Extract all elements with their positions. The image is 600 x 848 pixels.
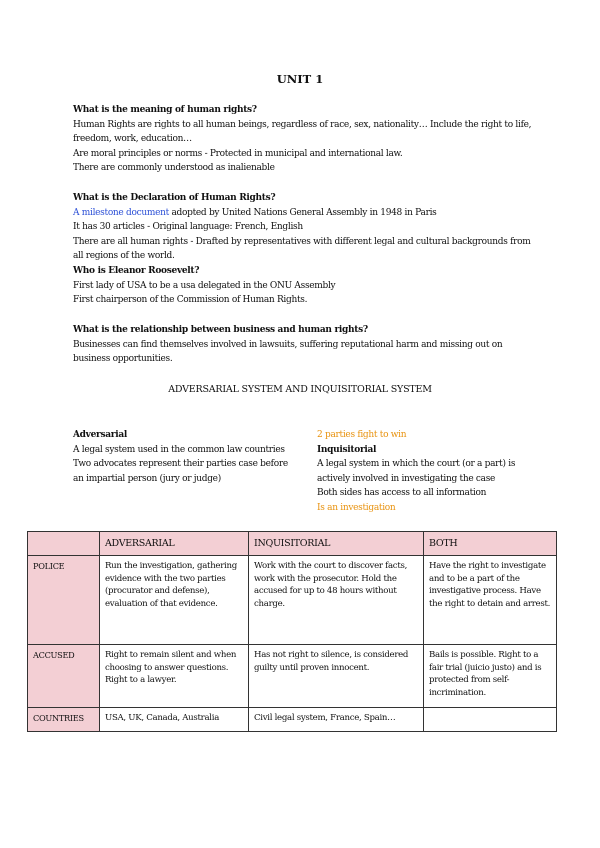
comparison-table (27, 531, 557, 732)
table-row (28, 645, 557, 708)
paragraph: Human Rights are rights to all human beings, regardless of race, sex, nationality… Include the right to life, freedom, work, education… (73, 119, 532, 144)
note-text: Is an investigation (317, 502, 396, 513)
table-cell: Bails is possible. Right to a fair trial (juicio justo) and is protected from self-incrimination. (424, 645, 557, 708)
section-business (73, 323, 533, 367)
section-eleanor-roosevelt (73, 264, 533, 308)
section-human-rights (73, 103, 533, 176)
highlighted-text: A milestone document (73, 207, 169, 218)
question-heading: Who is Eleanor Roosevelt? (73, 266, 200, 276)
table-cell: Civil legal system, France, Spain… (249, 708, 424, 732)
table-header-cell (28, 532, 100, 556)
question-heading: What is the relationship between business and human rights? (73, 325, 368, 335)
table-cell: Run the investigation, gathering evidence with the two parties (procurator and defense), evaluation of that evidence. (100, 556, 249, 645)
paragraph: A legal system used in the common law countries (73, 444, 285, 455)
page-title: UNIT 1 (276, 72, 324, 86)
row-label: POLICE (28, 556, 100, 645)
table-header-row (28, 532, 557, 556)
table-row (28, 708, 557, 732)
column-heading: Adversarial (73, 430, 127, 440)
paragraph: It has 30 articles - Original language: French, English (73, 222, 303, 232)
table-cell: Have the right to investigate and to be a part of the investigative process. Have the right to detain and arrest. (424, 556, 557, 645)
column-heading: Inquisitorial (317, 444, 377, 455)
table-header-cell: INQUISITORIAL (249, 532, 424, 556)
table-row (28, 556, 557, 645)
paragraph: First chairperson of the Commission of Human Rights. (73, 295, 308, 305)
table-cell: Has not right to silence, is considered guilty until proven innocent. (249, 645, 424, 708)
section-subtitle: ADVERSARIAL SYSTEM AND INQUISITORIAL SYSTEM (168, 384, 432, 395)
paragraph: A legal system in which the court (or a part) is actively involved in investigating the case (317, 459, 516, 484)
row-label: ACCUSED (28, 645, 100, 708)
inquisitorial-column (317, 428, 542, 515)
paragraph: There are commonly understood as inalienable (73, 163, 275, 173)
question-heading: What is the meaning of human rights? (73, 105, 257, 115)
paragraph: Are moral principles or norms - Protected in municipal and international law. (73, 148, 403, 159)
table-cell (424, 708, 557, 732)
text-span: adopted by United Nations General Assembly in 1948 in Paris (168, 207, 437, 218)
paragraph: Businesses can find themselves involved in lawsuits, suffering reputational harm and missing out on business opportunities. (73, 339, 503, 364)
paragraph (73, 206, 533, 221)
table-header-cell: ADVERSARIAL (100, 532, 249, 556)
table-cell: Work with the court to discover facts, work with the prosecutor. Hold the accused for up to 48 hours without charge. (249, 556, 424, 645)
paragraph: There are all human rights - Drafted by representatives with different legal and cultural backgrounds from all regions of the world. (73, 236, 531, 261)
table-header-cell: BOTH (424, 532, 557, 556)
paragraph: Two advocates represent their parties case before an impartial person (jury or judge) (73, 459, 288, 484)
paragraph: First lady of USA to be a usa delegated in the ONU Assembly (73, 280, 336, 291)
table-cell: Right to remain silent and when choosing to answer questions. Right to a lawyer. (100, 645, 249, 708)
table-cell: USA, UK, Canada, Australia (100, 708, 249, 732)
question-heading: What is the Declaration of Human Rights? (73, 193, 276, 203)
section-declaration (73, 191, 533, 264)
note-text: 2 parties fight to win (317, 430, 407, 440)
paragraph: Both sides has access to all information (317, 488, 487, 498)
row-label: COUNTRIES (28, 708, 100, 732)
adversarial-column (73, 428, 298, 486)
